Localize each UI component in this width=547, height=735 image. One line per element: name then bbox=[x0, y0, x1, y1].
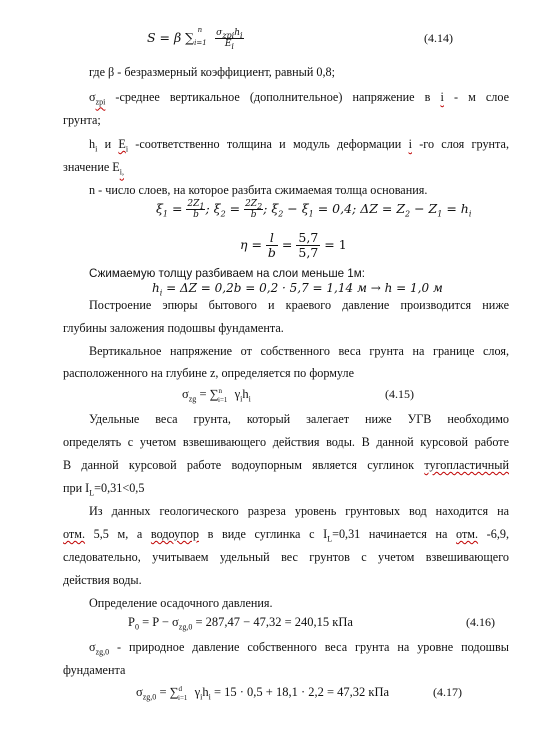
formula-4-17: $\sigma_{zg,0} = \sum^d_{i=1}$ $\gamma_ih_i = 15 \cdot 0,5 + 18,1 \cdot 2,2 = 47,32$ кПа bbox=[136, 684, 390, 702]
formula-4-14-number: (4.14) bbox=[424, 31, 453, 45]
para-nat-line2: фундамента bbox=[63, 663, 126, 677]
text-sigma-definition: $\sigma_{zpi}$ -среднее вертикальное (дополнительное) напряжение в i - м слое bbox=[89, 90, 509, 107]
para-unit-line2: определять с учетом взвешивающего действия воды. В данной курсовой работе bbox=[63, 435, 509, 449]
para-geo-line1: Из данных геологического разреза уровень грунтовых вод находится на bbox=[89, 504, 509, 518]
para-epure-line1: Построение эпюры бытового и краевого давление производится ниже bbox=[89, 298, 509, 312]
para-epure-line2: глубины заложения подошвы фундамента. bbox=[63, 321, 284, 335]
formula-4-16-number: (4.16) bbox=[466, 615, 495, 629]
text-sigma-cont: грунта; bbox=[63, 113, 101, 127]
para-unit-line3: В данной курсовой работе водоупорным является суглинок тугопластичный bbox=[63, 458, 509, 472]
formula-xi: $\xi_1$ = $\frac{2Z_1}{b}$ ; $\xi_2$ = $\frac{2Z_2}{b}$ ; $\xi_2 - \xi_1 = 0,4$; $\Delta Z = Z_2 - Z_1 = h_i$ bbox=[156, 199, 472, 220]
formula-4-17-number: (4.17) bbox=[433, 685, 462, 699]
formula-h: $h_i = \Delta Z = 0,2b = 0,2 \cdot 5,7 = 1,14$ м → h = 1,0 м bbox=[152, 281, 443, 298]
text-layers: Сжимаемую толщу разбиваем на слои меньше 1м: bbox=[89, 267, 365, 280]
text-definition: Определение осадочного давления. bbox=[89, 596, 273, 610]
text-e-value: значение $E_{i,}$ bbox=[63, 160, 124, 177]
para-unit-line4: при $I_L=0,31<0,5$ bbox=[63, 481, 145, 498]
text-beta: где β - безразмерный коэффициент, равный 0,8; bbox=[89, 65, 336, 79]
text-n-definition: n - число слоев, на которое разбита сжимаемая толща основания. bbox=[89, 183, 428, 197]
para-vert-line1: Вертикальное напряжение от собственного веса грунта на границе слоя, bbox=[89, 344, 509, 358]
para-geo-line3: следовательно, учитываем удельный вес грунтов с учетом взвешивающего bbox=[63, 550, 509, 564]
para-geo-line2: отм. 5,5 м, а водоупор в виде суглинка с $I_L=0,31$ начинается на отм. -6,9, bbox=[63, 527, 510, 544]
formula-4-15-number: (4.15) bbox=[385, 387, 414, 401]
formula-4-16: $P_0 = P - \sigma_{zg,0} = 287,47 - 47,32 = 240,15$ кПа bbox=[128, 615, 353, 632]
para-geo-line4: действия воды. bbox=[63, 573, 142, 587]
formula-4-14: S = β $\sum_{i=1}^n$ $\frac{\sigma_{zpi}h_i}{E_i}$ bbox=[147, 25, 243, 51]
text-h-e-definition: $h_i$ и $E_i$ -соответственно толщина и модуль деформации i -го слоя грунта, bbox=[89, 137, 509, 154]
formula-eta: η = $\frac{l}{b}$ = $\frac{5,7}{5,7}$ = 1 bbox=[240, 230, 347, 260]
formula-4-15: $\sigma_{zg} = \sum^n_{i=1}$ $\gamma_ih_i$ bbox=[182, 386, 251, 404]
para-unit-line1: Удельные веса грунта, который залегает ниже УГВ необходимо bbox=[89, 412, 509, 426]
para-vert-line2: расположенного на глубине z, определяется по формуле bbox=[63, 366, 354, 380]
para-nat-line1: $\sigma_{zg,0}$ - природное давление собственного веса грунта на уровне подошвы bbox=[89, 640, 509, 657]
